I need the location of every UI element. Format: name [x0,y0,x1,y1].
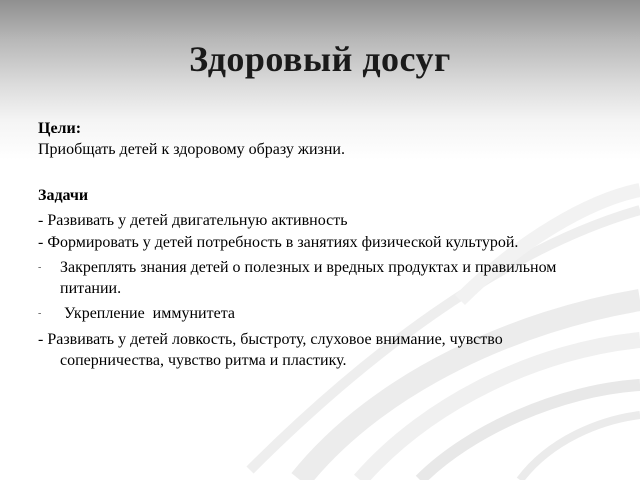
task-bullet-item [38,303,598,324]
slide-body [38,118,598,371]
task-item: - Формировать у детей потребность в занятиях физической культурой. [38,234,519,251]
spacer [38,160,598,185]
task-bullet-item [38,257,598,299]
task-item: - Развивать у детей ловкость, быстроту, слуховое внимание, чувство соперничества, чувство ритма и пластику. [38,331,503,369]
bullet-marker: - [38,308,42,319]
slide-title: Здоровый досуг [189,39,451,79]
goal-text: Приобщать детей к здоровому образу жизни. [38,141,345,158]
task-item: - Развивать у детей двигательную активность [38,212,348,229]
tasks-heading: Задачи [38,187,89,204]
task-item: Закреплять знания детей о полезных и вредных продуктах и правильном питании. [60,259,557,297]
goals-heading: Цели: [38,120,82,137]
task-item: Укрепление иммунитета [60,305,235,322]
bullet-marker: - [38,262,42,273]
